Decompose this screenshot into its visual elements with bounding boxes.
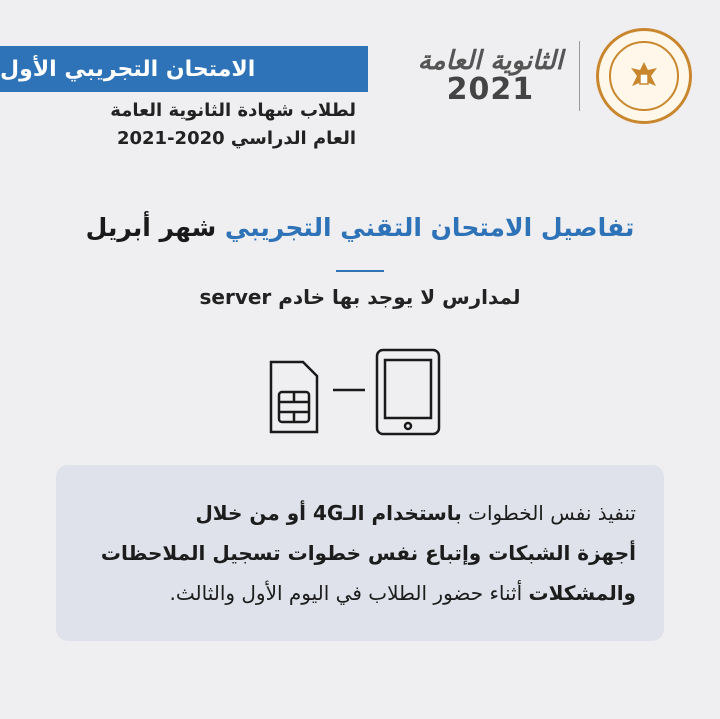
- exam-banner: [0, 46, 368, 92]
- page-title: [0, 213, 720, 242]
- sim-card-icon: [271, 362, 317, 432]
- header-line-year: العام الدراسي 2020-2021: [116, 128, 356, 149]
- panel-text-bold: والمشكلات: [528, 581, 636, 605]
- eagle-icon: [624, 56, 664, 96]
- panel-text-bold: باستخدام الـ4G أو من خلال: [195, 501, 462, 525]
- instructions-panel: [56, 465, 664, 641]
- panel-line-2: أجهزة الشبكات وإتباع نفس خطوات تسجيل الملاحظات: [100, 541, 636, 565]
- logos: [418, 28, 692, 124]
- logo-divider: [579, 41, 580, 111]
- panel-line-3: [84, 573, 636, 613]
- page-subtitle: لمدارس لا يوجد بها خادم server: [199, 285, 521, 309]
- banner-text: الامتحان التجريبي الأول: [0, 56, 256, 82]
- panel-line-1: [84, 493, 636, 533]
- thanawya-script: الثانوية العامة: [417, 46, 563, 76]
- thanawya-year: 2021: [446, 72, 535, 107]
- panel-text: أثناء حضور الطلاب في اليوم الأول والثالث.: [169, 581, 523, 605]
- device-icons: [265, 348, 445, 438]
- title-main: تفاصيل الامتحان التقني التجريبي: [224, 213, 635, 242]
- ministry-seal-icon: [596, 28, 692, 124]
- panel-text: تنفيذ نفس الخطوات: [468, 501, 636, 525]
- tablet-icon: [377, 350, 439, 434]
- thanawya-logo: [418, 47, 563, 105]
- header-line-students: لطلاب شهادة الثانوية العامة: [110, 100, 356, 121]
- title-underline: [336, 270, 384, 272]
- title-accent: شهر أبريل: [85, 213, 217, 242]
